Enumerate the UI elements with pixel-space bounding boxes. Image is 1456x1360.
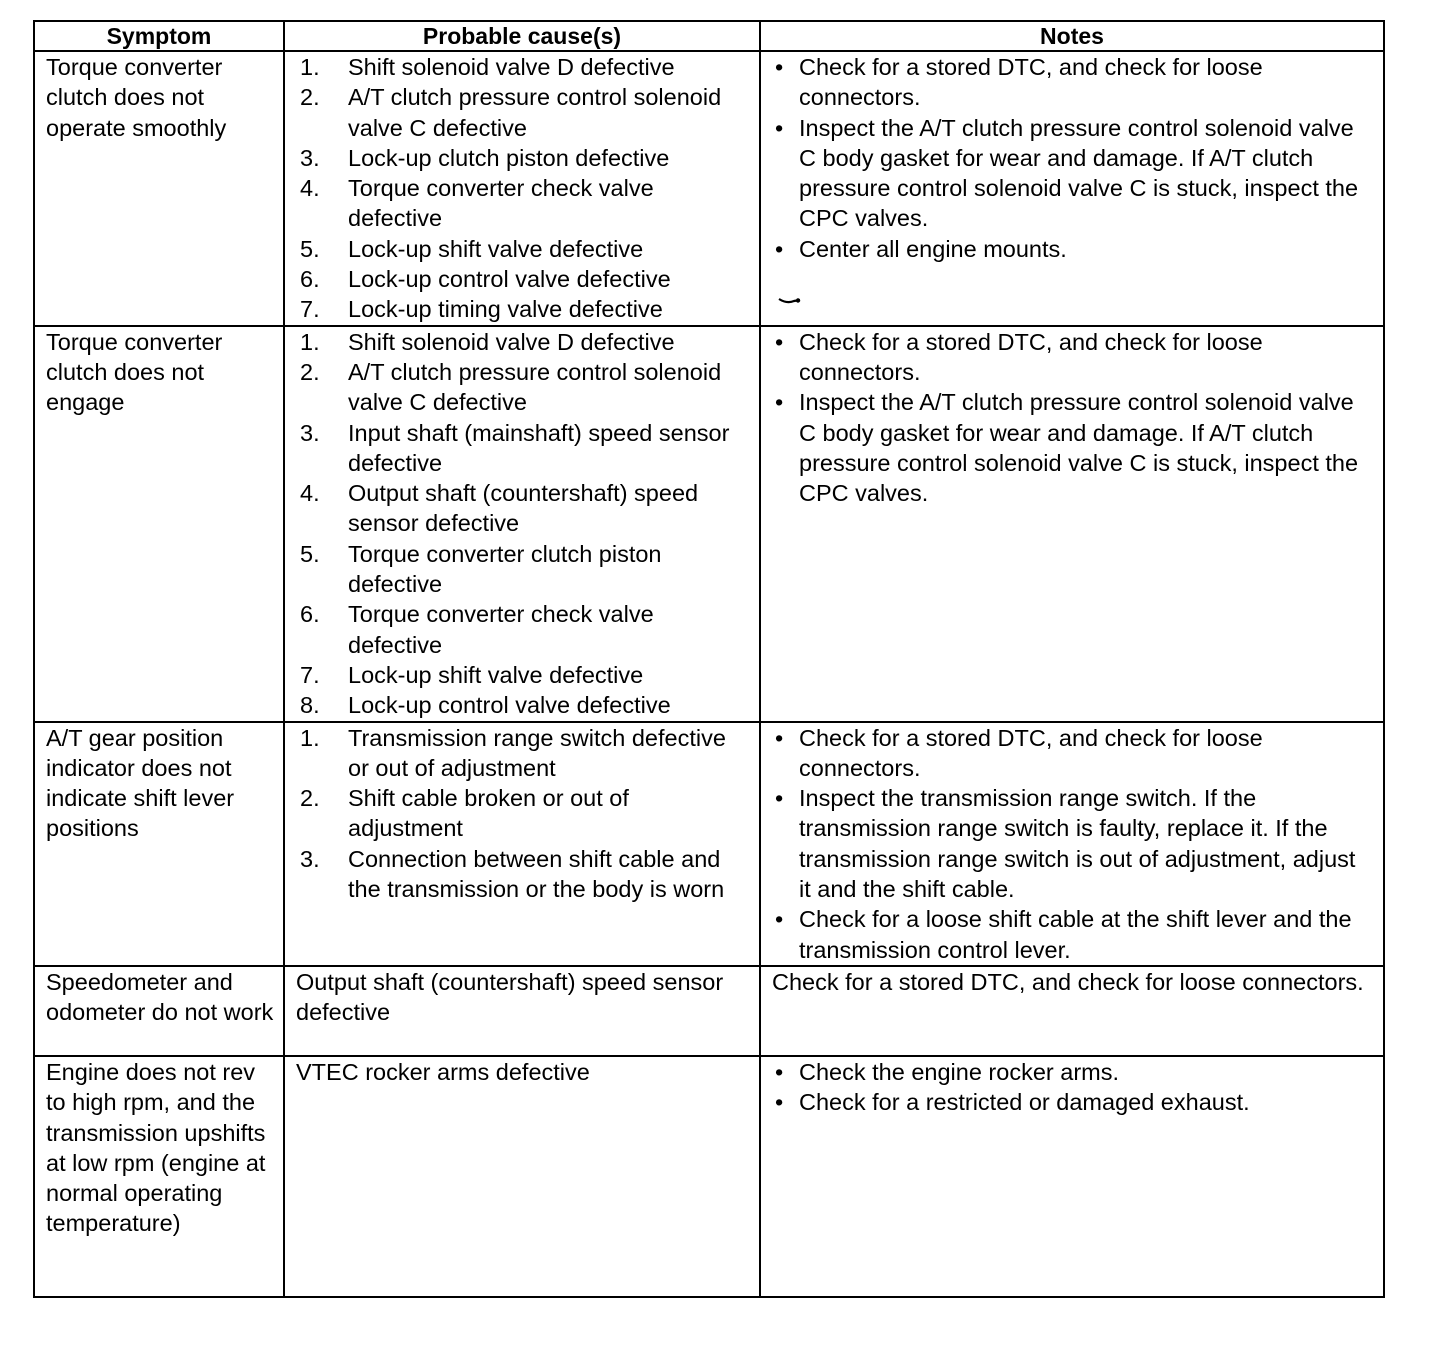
bullet-icon: • — [775, 235, 784, 262]
header-notes: Notes — [760, 21, 1384, 51]
note-text: Inspect the transmission range switch. If the transmission range switch is faulty, replace it. If the transmission range switch is out of adjustment, adjust it and the shift cable. — [799, 785, 1356, 903]
cause-text: Torque converter check valve defective — [348, 601, 654, 658]
cause-item — [300, 264, 749, 294]
note-item — [775, 113, 1373, 234]
causes-cell: VTEC rocker arms defective — [284, 1056, 760, 1297]
cause-item — [300, 539, 749, 600]
note-text: Inspect the A/T clutch pressure control solenoid valve C body gasket for wear and damage. If A/T clutch pressure control solenoid valve C is stuck, inspect the CPC valves. — [799, 389, 1359, 507]
cause-number: 2. — [300, 84, 320, 111]
causes-cell — [284, 326, 760, 722]
symptom-cell: Torque converter clutch does not operate smoothly — [34, 51, 284, 326]
cause-item — [300, 723, 749, 784]
cause-text: Shift solenoid valve D defective — [348, 54, 675, 80]
cause-number: 6. — [300, 601, 320, 628]
scan-artifact-mark — [778, 297, 802, 305]
cause-number: 4. — [300, 480, 320, 507]
bullet-icon: • — [775, 1058, 784, 1085]
header-row — [34, 21, 1384, 51]
causes-cell: Output shaft (countershaft) speed sensor defective — [284, 966, 760, 1056]
bullet-icon: • — [775, 54, 784, 80]
cause-text: Lock-up control valve defective — [348, 692, 671, 719]
note-item — [775, 52, 1373, 113]
causes-cell — [284, 722, 760, 966]
note-list — [775, 723, 1373, 965]
note-list — [775, 52, 1373, 264]
note-list — [775, 327, 1373, 509]
header-symptom: Symptom — [34, 21, 284, 51]
cause-item — [300, 234, 749, 264]
note-text: Inspect the A/T clutch pressure control solenoid valve C body gasket for wear and damage. If A/T clutch pressure control solenoid valve C is stuck, inspect the CPC valves. — [799, 114, 1359, 232]
notes-cell — [760, 326, 1384, 722]
cause-text: Output shaft (countershaft) speed sensor defective — [348, 480, 699, 537]
note-item — [775, 1087, 1373, 1117]
table-row — [34, 326, 1384, 722]
cause-number: 8. — [300, 692, 320, 719]
symptom-cell: A/T gear position indicator does not indicate shift lever positions — [34, 722, 284, 966]
cause-number: 2. — [300, 785, 320, 812]
cause-text: Input shaft (mainshaft) speed sensor defective — [348, 419, 730, 476]
cause-text: Shift solenoid valve D defective — [348, 328, 675, 355]
cause-number: 2. — [300, 358, 320, 385]
note-item — [775, 1057, 1373, 1087]
cause-item — [300, 844, 749, 905]
cause-text: Lock-up clutch piston defective — [348, 144, 670, 171]
cause-number: 3. — [300, 845, 320, 872]
cause-item — [300, 143, 749, 173]
cause-item — [300, 357, 749, 418]
cause-item — [300, 478, 749, 539]
cause-text: Lock-up shift valve defective — [348, 661, 644, 688]
cause-text: A/T clutch pressure control solenoid valve C defective — [348, 358, 722, 416]
note-text: Center all engine mounts. — [799, 235, 1067, 262]
cause-number: 3. — [300, 144, 320, 171]
note-text: Check for a stored DTC, and check for loose connectors. — [799, 328, 1263, 385]
cause-item — [300, 294, 749, 324]
cause-number: 3. — [300, 419, 320, 446]
cause-number: 4. — [300, 175, 320, 202]
causes-cell — [284, 51, 760, 326]
cause-list — [300, 52, 749, 325]
note-item — [775, 904, 1373, 965]
symptom-cell: Torque converter clutch does not engage — [34, 326, 284, 722]
note-item — [775, 234, 1373, 264]
cause-number: 1. — [300, 54, 320, 80]
cause-text: Lock-up shift valve defective — [348, 235, 644, 262]
cause-text: Lock-up timing valve defective — [348, 296, 663, 323]
table-row — [34, 1056, 1384, 1297]
cause-list — [300, 723, 749, 905]
note-item — [775, 783, 1373, 904]
note-text: Check for a restricted or damaged exhaust. — [799, 1089, 1250, 1116]
cause-item — [300, 690, 749, 720]
cause-text: Shift cable broken or out of adjustment — [348, 785, 629, 842]
note-text: Check the engine rocker arms. — [799, 1058, 1120, 1085]
table-row — [34, 966, 1384, 1056]
cause-number: 7. — [300, 661, 320, 688]
bullet-icon: • — [775, 389, 784, 416]
bullet-icon: • — [775, 1089, 784, 1116]
bullet-icon: • — [775, 328, 784, 355]
cause-item — [300, 327, 749, 357]
note-item — [775, 723, 1373, 784]
cause-item — [300, 660, 749, 690]
bullet-icon: • — [775, 906, 784, 933]
notes-cell — [760, 1056, 1384, 1297]
note-list — [775, 1057, 1373, 1118]
notes-cell: Check for a stored DTC, and check for loose connectors. — [760, 966, 1384, 1056]
bullet-icon: • — [775, 114, 784, 141]
troubleshooting-table — [33, 20, 1385, 1298]
cause-text: Connection between shift cable and the transmission or the body is worn — [348, 845, 725, 903]
cause-text: Torque converter check valve defective — [348, 175, 654, 232]
notes-cell — [760, 722, 1384, 966]
cause-number: 5. — [300, 540, 320, 567]
note-item — [775, 387, 1373, 508]
note-text: Check for a stored DTC, and check for loose connectors. — [799, 724, 1263, 781]
cause-number: 1. — [300, 328, 320, 355]
cause-item — [300, 599, 749, 660]
cause-text: Torque converter clutch piston defective — [348, 540, 662, 598]
cause-item — [300, 783, 749, 844]
cause-list — [300, 327, 749, 721]
cause-number: 5. — [300, 235, 320, 262]
table-row — [34, 51, 1384, 326]
cause-item — [300, 82, 749, 143]
note-text: Check for a stored DTC, and check for loose connectors. — [799, 54, 1263, 111]
symptom-cell: Speedometer and odometer do not work — [34, 966, 284, 1056]
table-row — [34, 722, 1384, 966]
cause-number: 1. — [300, 724, 320, 751]
note-item — [775, 327, 1373, 388]
cause-item — [300, 52, 749, 82]
cause-text: Transmission range switch defective or out of adjustment — [348, 724, 726, 781]
bullet-icon: • — [775, 724, 784, 751]
cause-text: A/T clutch pressure control solenoid valve C defective — [348, 84, 722, 141]
cause-item — [300, 173, 749, 234]
cause-item — [300, 418, 749, 479]
cause-number: 6. — [300, 266, 320, 293]
cause-text: Lock-up control valve defective — [348, 266, 671, 293]
header-probable-causes: Probable cause(s) — [284, 21, 760, 51]
note-text: Check for a loose shift cable at the shift lever and the transmission control lever. — [799, 906, 1352, 963]
symptom-cell: Engine does not rev to high rpm, and the transmission upshifts at low rpm (engine at normal operating temperature) — [34, 1056, 284, 1297]
notes-cell — [760, 51, 1384, 326]
bullet-icon: • — [775, 785, 784, 812]
cause-number: 7. — [300, 296, 320, 323]
